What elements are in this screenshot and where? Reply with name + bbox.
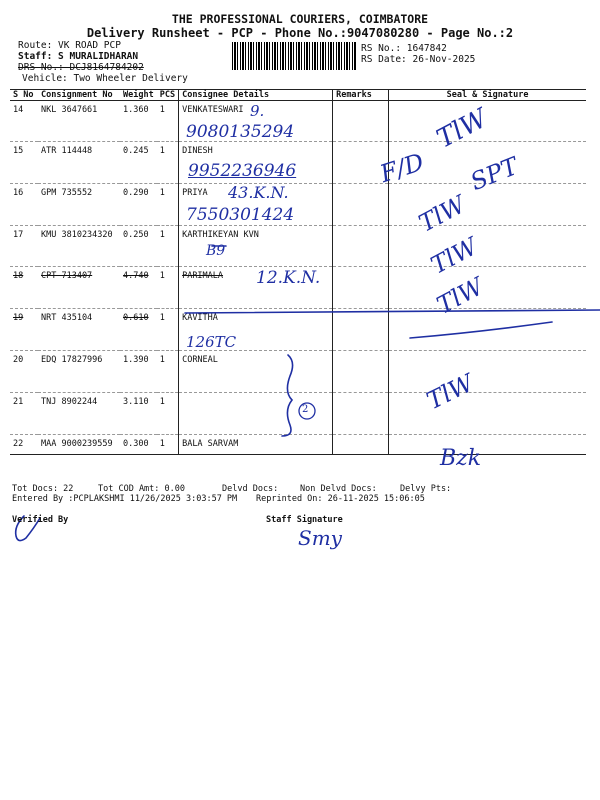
cell-sno: 20 (10, 351, 38, 393)
cell-weight: 0.610 (120, 309, 157, 351)
hw-r14-phone: 9080135294 (186, 122, 295, 142)
cell-pcs: 1 (157, 184, 179, 226)
staff-signature-label: Staff Signature (266, 515, 343, 525)
vehicle-label: Vehicle: Two Wheeler Delivery (22, 73, 188, 84)
reprinted-on: Reprinted On: 26-11-2025 15:06:05 (256, 494, 425, 504)
hw-r18-addr: 12.K.N. (256, 268, 321, 288)
cell-sno: 19 (10, 309, 38, 351)
sig-r17: TlW (426, 232, 483, 280)
cell-sno: 16 (10, 184, 38, 226)
cell-consignee: CORNEAL (179, 351, 333, 393)
hw-r19-addr: 126TC (186, 333, 237, 351)
cell-consignment: CPT 713407 (38, 267, 120, 309)
col-weight: Weight (120, 90, 157, 101)
ink-brace (282, 355, 293, 436)
cell-consignee: PRIYA (179, 184, 333, 226)
tot-cod-amount: Tot COD Amt: 0.00 (98, 484, 185, 494)
sig-r14: TlW (432, 103, 493, 155)
cell-weight: 3.110 (120, 393, 157, 435)
cell-sno: 22 (10, 435, 38, 455)
hw-r16-phone: 7550301424 (186, 205, 295, 225)
drs-number: DRS No.: DCJ8164784202 (18, 62, 144, 73)
cell-consignment: GPM 735552 (38, 184, 120, 226)
sig-r16: TlW (414, 190, 471, 238)
cell-pcs: 1 (157, 226, 179, 267)
cell-sno: 17 (10, 226, 38, 267)
cell-weight: 0.300 (120, 435, 157, 455)
hw-r16-addr: 43.K.N. (228, 183, 289, 202)
cell-consignment: MAA 9000239559 (38, 435, 120, 455)
cell-pcs: 1 (157, 351, 179, 393)
cell-sno: 14 (10, 101, 38, 142)
cell-weight: 4.740 (120, 267, 157, 309)
cell-consignee: KAVITHA (179, 309, 333, 351)
delivered-docs: Delvd Docs: (222, 484, 279, 494)
col-consignment: Consignment No (38, 90, 120, 101)
cell-consignee: VENKATESWARI (179, 101, 333, 142)
tot-docs: Tot Docs: 22 (12, 484, 74, 494)
cell-consignment: NKL 3647661 (38, 101, 120, 142)
cell-pcs: 1 (157, 309, 179, 351)
sig-r15-spt: SPT (466, 151, 523, 197)
route-label: Route: VK ROAD PCP (18, 40, 121, 51)
staff-label: Staff: S MURALIDHARAN (18, 51, 139, 62)
cell-weight: 1.390 (120, 351, 157, 393)
cell-consignee: KARTHIKEYAN KVN (179, 226, 333, 267)
col-sno: S No (10, 90, 38, 101)
cell-consignment: TNJ 8902244 (38, 393, 120, 435)
cell-pcs: 1 (157, 101, 179, 142)
cell-weight: 1.360 (120, 101, 157, 142)
col-pcs: PCS (157, 90, 179, 101)
cell-weight: 0.290 (120, 184, 157, 226)
cell-consignment: NRT 435104 (38, 309, 120, 351)
sig-r15: F/D (376, 147, 428, 189)
cell-consignee: BALA SARVAM (179, 435, 333, 455)
cell-consignment: EDQ 17827996 (38, 351, 120, 393)
staff-signature-ink: Smy (298, 526, 342, 550)
non-delivered-docs: Non Delvd Docs: (300, 484, 377, 494)
cell-consignee: DINESH (179, 142, 333, 184)
cell-weight: 0.250 (120, 226, 157, 267)
cell-sno: 15 (10, 142, 38, 184)
rs-date: RS Date: 26-Nov-2025 (361, 54, 476, 65)
verified-by-label: Verified By (12, 515, 69, 525)
col-consignee: Consignee Details (179, 90, 333, 101)
hw-r15-phone: 9952236946 (188, 161, 297, 181)
cell-consignee: PARIMALA (179, 267, 333, 309)
rs-number: RS No.: 1647842 (361, 43, 447, 54)
cell-sno: 18 (10, 267, 38, 309)
hw-r14-name: 9. (250, 102, 265, 120)
sig-r18: TlW (432, 272, 489, 320)
ink-signature-stroke (410, 322, 552, 338)
cell-pcs: 1 (157, 435, 179, 455)
sig-r20: TlW (422, 368, 479, 416)
cell-pcs: 1 (157, 267, 179, 309)
cell-consignment: ATR 114448 (38, 142, 120, 184)
company-title: THE PROFESSIONAL COURIERS, COIMBATORE (171, 12, 429, 26)
col-seal-signature: Seal & Signature (389, 90, 586, 101)
hw-r17-note: B9 (206, 243, 226, 259)
sig-r22: Bzk (440, 446, 482, 471)
cell-sno: 21 (10, 393, 38, 435)
hw-circled-number: 2 (302, 404, 309, 415)
col-remarks: Remarks (333, 90, 389, 101)
cell-pcs: 1 (157, 393, 179, 435)
runsheet-subtitle: Delivery Runsheet - PCP - Phone No.:9047080280 - Page No.:2 (86, 26, 514, 40)
entered-by: Entered By :PCPLAKSHMI 11/26/2025 3:03:57 PM (12, 494, 238, 504)
ink-strike-line (185, 310, 600, 313)
delivery-points: Delvy Pts: (400, 484, 452, 494)
cell-weight: 0.245 (120, 142, 157, 184)
cell-pcs: 1 (157, 142, 179, 184)
cell-consignment: KMU 3810234320 (38, 226, 120, 267)
